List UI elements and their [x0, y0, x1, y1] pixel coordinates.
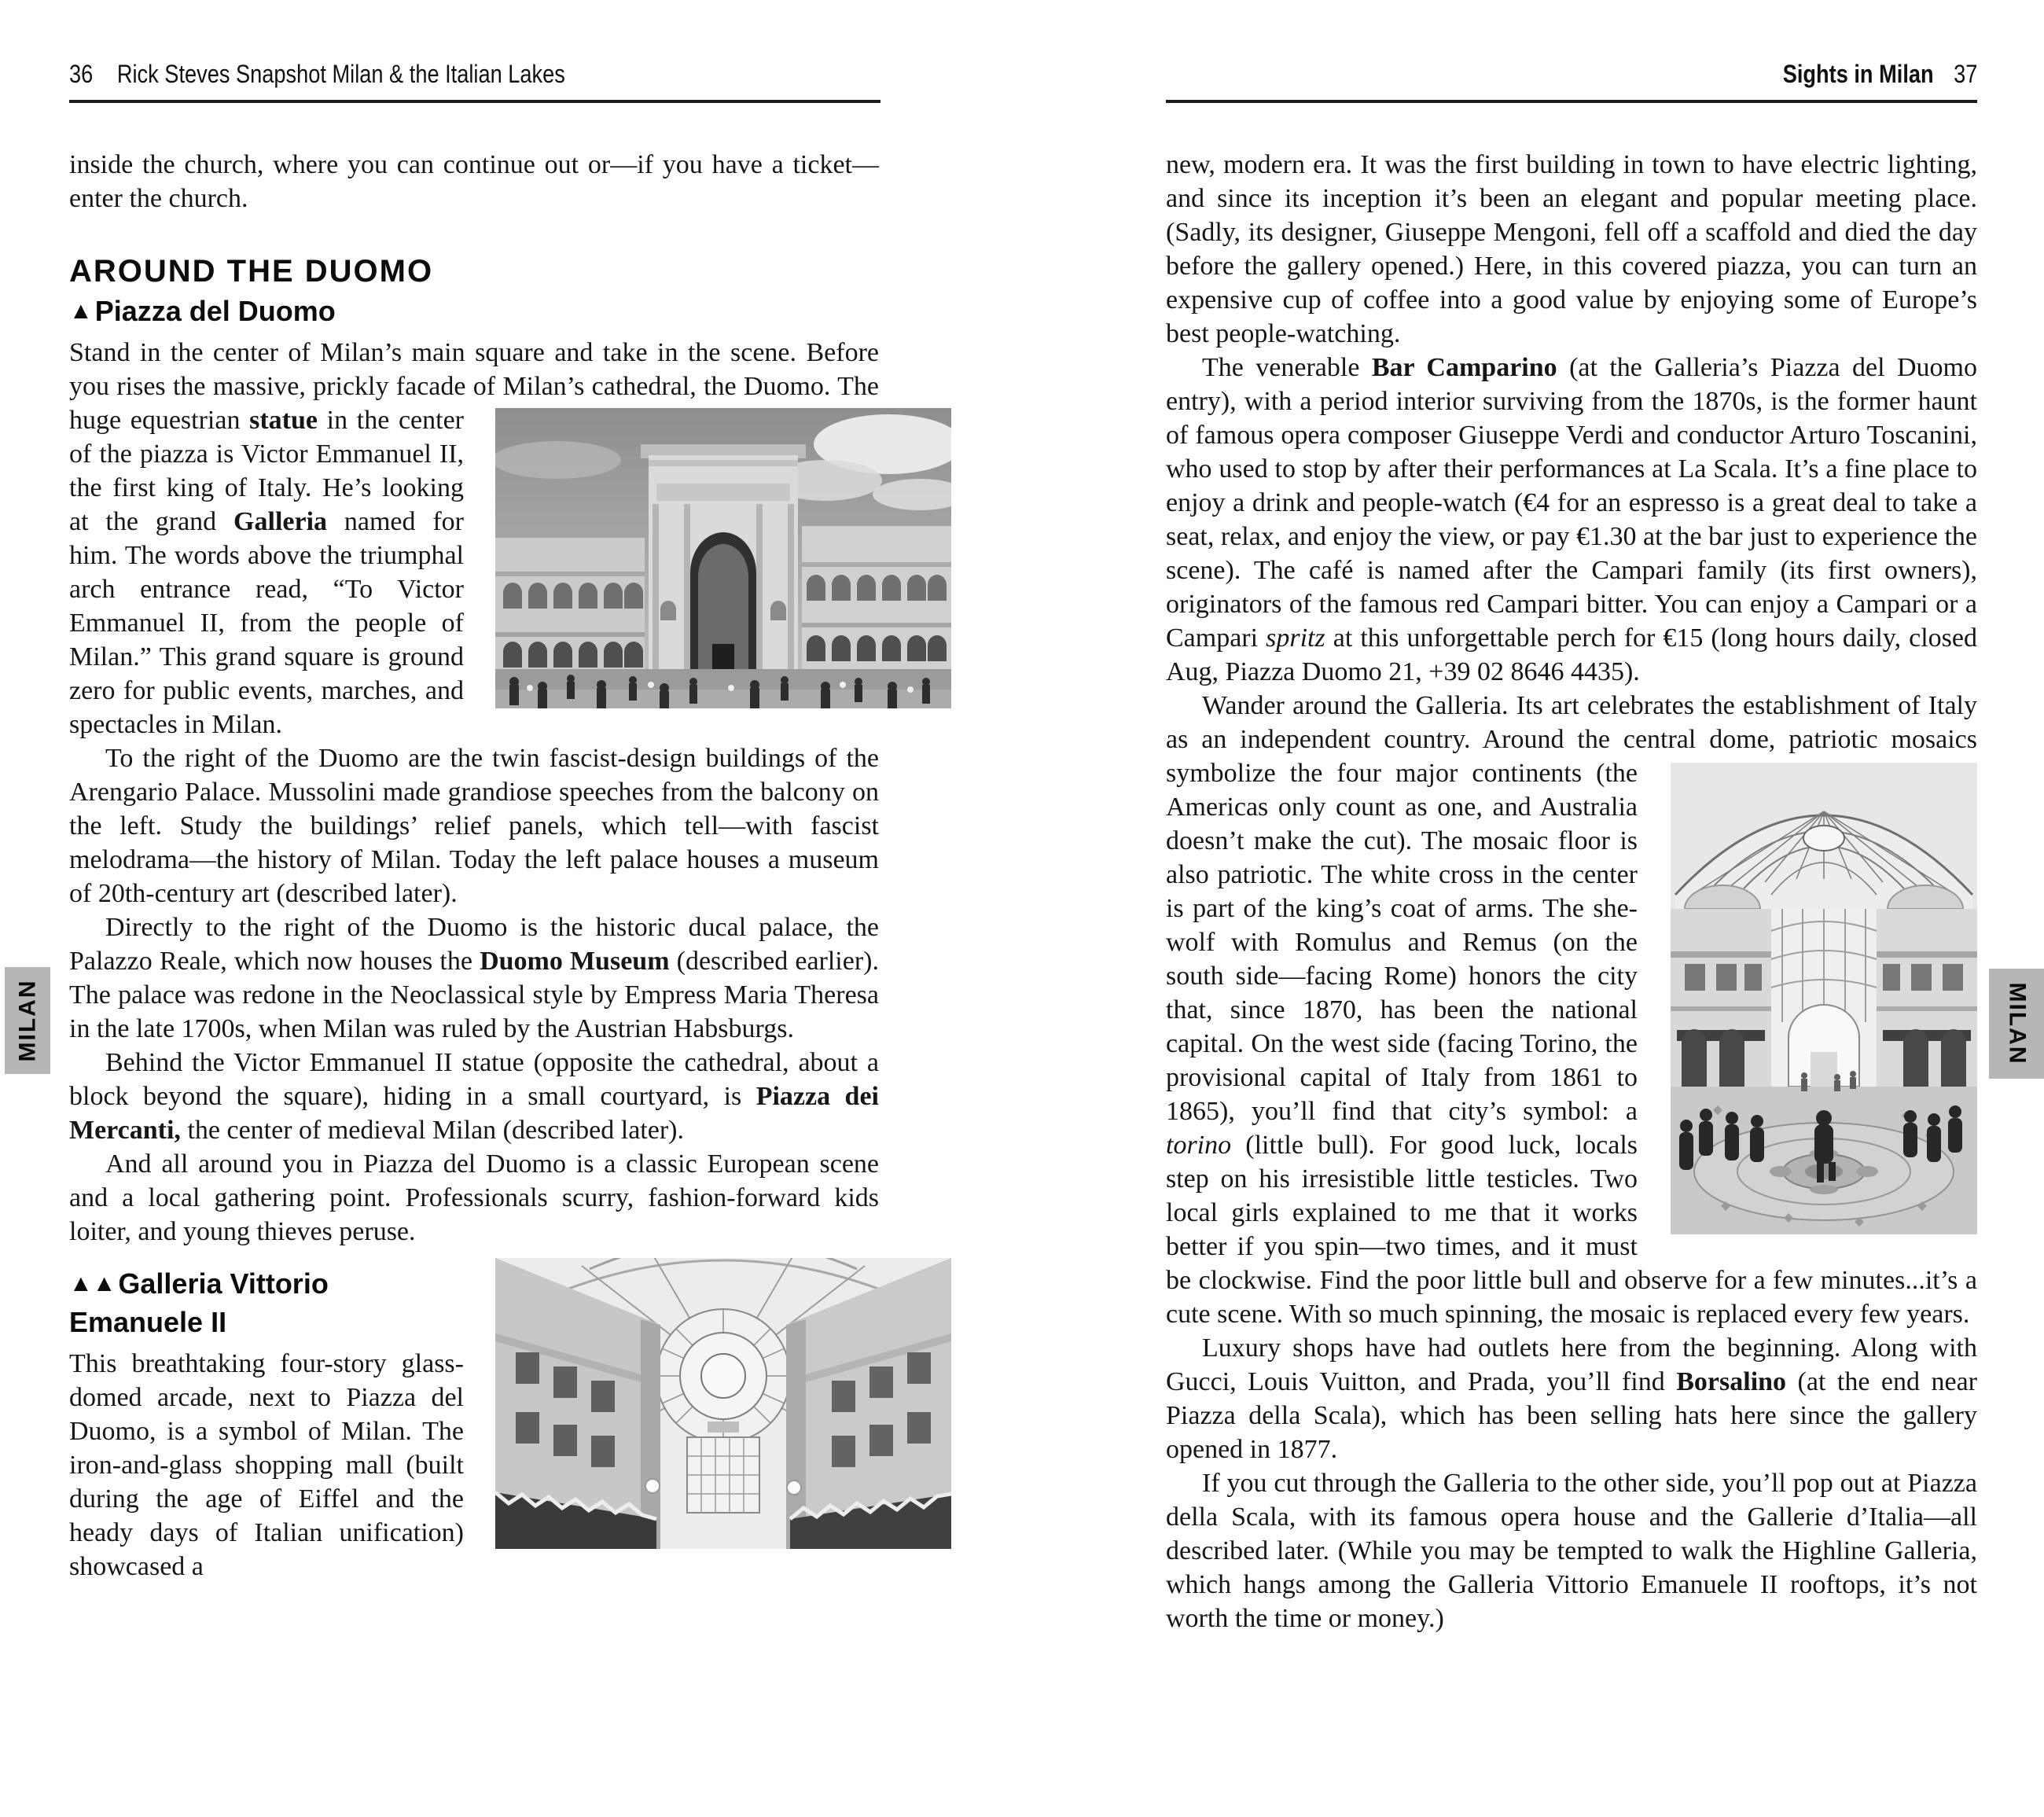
- photo-galleria-entrance-art: [495, 408, 951, 708]
- photo-galleria-interior-art: [1671, 763, 1977, 1234]
- right-running-title: Sights in Milan: [1782, 60, 1934, 88]
- luxury-shops-paragraph: Luxury shops have had outlets here from the beginning. Along with Gucci, Louis Vuitton, and Prada, you’ll find Borsalino (at the end near Piazza della Scala), which has been selling hats here since the gallery opened in 1877.: [1166, 1333, 1977, 1464]
- milan-chapter-tab-left: [5, 967, 50, 1074]
- piazza-paragraph-3: Directly to the right of the Duomo is the historic ducal palace, the Palazzo Reale, which now houses the Duomo Museum (described earlier). The palace was redone in the Neoclassical style by Empress Maria Theresa in the late 1700s, when Milan was ruled by the Austrian Habsburgs.: [69, 913, 879, 1043]
- right-page-text-column: [1166, 148, 1977, 1635]
- piazza-paragraph-2: To the right of the Duomo are the twin fascist-design buildings of the Arengario Palace. Mussolini made grandiose speeches from the balcony on the left. Study the buildings’ relief panels, which tell—with fascist melodrama—the history of Milan. Today the left palace houses a museum of 20th-century art (described later).: [69, 744, 879, 908]
- piazza-paragraph-4: Behind the Victor Emmanuel II statue (opposite the cathedral, about a block beyond the square), hiding in a small courtyard, is Piazza dei Mercanti, the center of medieval Milan (described later).: [69, 1048, 880, 1145]
- piazza-paragraph-1: Stand in the center of Milan’s main square and take in the scene. Before you rises the massive, prickly facade of Milan’s cathedral, the Duomo. The huge equestrian statue in the center of the piazza is Victor Emmanuel II, the first king of Italy. He’s looking at the grand Galleria named for him. The words above the triumphal arch entrance read, “To Victor Emmanuel II, from the people of Milan.” This grand square is ground zero for public events, marches, and spectacles in Milan.: [69, 336, 879, 741]
- sight-heading-galleria-vittorio-emanuele: ▲▲Galleria Vittorio Emanuele II: [69, 1267, 329, 1338]
- milan-tab-label: MILAN: [14, 979, 41, 1062]
- left-running-title: Rick Steves Snapshot Milan & the Italian Lakes: [116, 60, 565, 88]
- galleria-continuation-paragraph: new, modern era. It was the first building in town to have electric lighting, and since its inception it’s been an elegant and popular meeting place. (Sadly, its designer, Giuseppe Mengoni, fell off a scaffold and died the day before the gallery opened.) Here, in this covered piazza, you can turn an expensive cup of coffee into a good value by enjoying some of Europe’s best people-watching.: [1166, 150, 1977, 348]
- left-page-header: [69, 60, 934, 89]
- left-page-text-column: [69, 148, 879, 1583]
- continuation-paragraph: inside the church, where you can continue out or—if you have a ticket—enter the church.: [69, 150, 879, 213]
- photo-galleria-entrance: [495, 408, 951, 708]
- section-heading-around-the-duomo: AROUND THE DUOMO: [69, 254, 434, 289]
- bar-camparino-paragraph: The venerable Bar Camparino (at the Galleria’s Piazza del Duomo entry), with a period interior surviving from the 1870s, is the former haunt of famous opera composer Giuseppe Verdi and conductor Arturo Toscanini, who used to stop by after their performances at La Scala. It’s a fine place to enjoy a drink and people-watch (€4 for an espresso is a great deal to take a seat, relax, and enjoy the view, or pay €1.30 at the bar just to experience the scene). The café is named after the Campari family (its first owners), originators of the famous red Campari bitter. You can enjoy a Campari or a Campari spritz at this unforgettable perch for €15 (long hours daily, closed Aug, Piazza Duomo 21, +39 02 8646 4435).: [1166, 353, 1977, 686]
- right-page-header: [1166, 60, 1977, 89]
- milan-tab-label: MILAN: [2004, 982, 2031, 1065]
- galleria-art-paragraph: Wander around the Galleria. Its art celebrates the establishment of Italy as an independent country. Around the central dome, patriotic mosaics symbolize the four major continents (the Americas only count as one, and Australia doesn’t make the cut). The mosaic floor is also patriotic. The white cross in the center is part of the king’s coat of arms. The she-wolf with Romulus and Remus (on the south side—facing Rome) honors the city that, since 1870, has been the national capital. On the west side (facing Torino, the provisional capital of Italy from 1861 to 1865), you’ll find that city’s symbol: a torino (little bull). For good luck, locals step on his irresistible little testicles. Two local girls explained to me that it works better if you spin—two times, and it must be clockwise. Find the poor little bull and observe for a few minutes...it’s a cute scene. With so much spinning, the mosaic is replaced every few years.: [1166, 691, 1978, 1329]
- photo-galleria-dome-from-below: [495, 1258, 951, 1549]
- photo-galleria-interior: [1671, 763, 1977, 1234]
- right-page-number: 37: [1953, 60, 1977, 88]
- rating-triangle-icon: ▲: [69, 298, 93, 324]
- piazza-della-scala-paragraph: If you cut through the Galleria to the other side, you’ll pop out at Piazza della Scala, with its famous opera house and the Gallerie d’Italia—all described later. (While you may be tempted to walk the Highline Galleria, which hangs among the Galleria Vittorio Emanuele II rooftops, it’s not worth the time or money.): [1166, 1469, 1977, 1633]
- piazza-paragraph-5: And all around you in Piazza del Duomo is a classic European scene and a local gathering point. Professionals scurry, fashion-forward kids loiter, and young thieves peruse.: [69, 1149, 879, 1246]
- sight-heading-piazza-del-duomo: ▲Piazza del Duomo: [69, 295, 336, 327]
- left-header-rule: [69, 100, 880, 103]
- milan-chapter-tab-right: [1989, 969, 2044, 1079]
- galleria-paragraph-1: This breathtaking four-story glass-domed arcade, next to Piazza del Duomo, is a symbol of Milan. The iron-and-glass shopping mall (built during the age of Eiffel and the heady days of Italian unification) showcased a: [69, 1349, 464, 1581]
- left-page-number: 36: [69, 60, 94, 88]
- right-header-rule: [1166, 100, 1977, 103]
- photo-galleria-dome-art: [495, 1258, 951, 1549]
- rating-triangles-icon: ▲▲: [69, 1271, 116, 1297]
